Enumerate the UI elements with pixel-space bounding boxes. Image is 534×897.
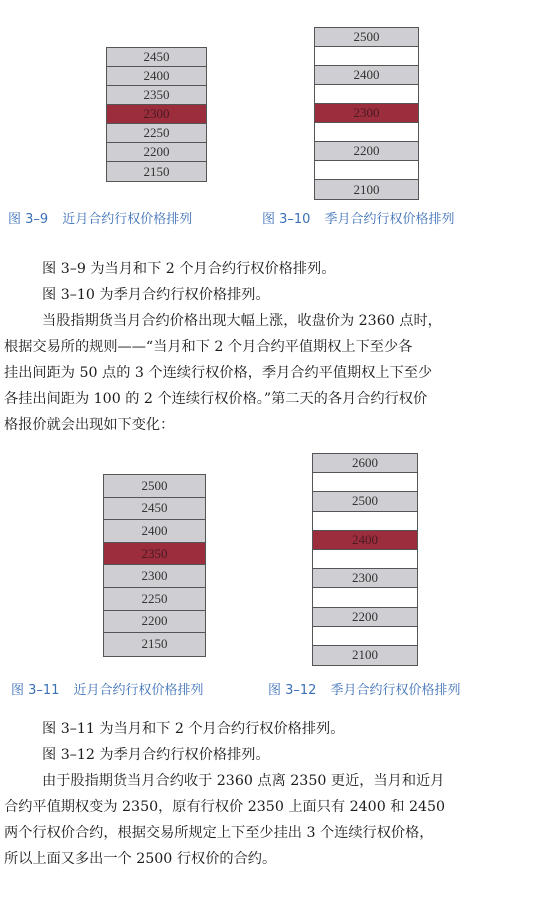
caption-text: 季月合约行权价格排列: [324, 212, 455, 227]
paragraph-line: 格报价就会出现如下变化：: [4, 417, 175, 433]
caption-number: 图 3–10: [262, 212, 311, 227]
strike-ladder-fig-3-12: [312, 453, 418, 666]
strike-ladder-fig-3-9: [106, 47, 207, 182]
empty-strike-cell: [315, 161, 418, 180]
strike-cell-2500: 2500: [104, 475, 205, 498]
strike-cell-2100: 2100: [313, 646, 417, 665]
strike-cell-2250: 2250: [107, 124, 206, 143]
empty-strike-cell: [315, 85, 418, 104]
caption-text: 季月合约行权价格排列: [330, 683, 461, 698]
paragraph-line: 由于股指期货当月合约收于 2360 点离 2350 更近，当月和近月: [42, 773, 445, 789]
strike-cell-2500: 2500: [315, 28, 418, 47]
empty-strike-cell: [313, 550, 417, 569]
strike-cell-2200: 2200: [107, 143, 206, 162]
strike-cell-2150: 2150: [104, 633, 205, 656]
strike-cell-2400: 2400: [107, 67, 206, 86]
strike-cell-2100: 2100: [315, 180, 418, 199]
paragraph-line: 所以上面又多出一个 2500 行权价的合约。: [4, 851, 277, 867]
paragraph-line: 两个行权价合约，根据交易所规定上下至少挂出 3 个连续行权价格，: [4, 825, 434, 841]
paragraph-line: 图 3–11 为当月和下 2 个月合约行权价格排列。: [42, 721, 345, 737]
strike-cell-2300: 2300: [313, 569, 417, 588]
paragraph-line: 当股指期货当月合约价格出现大幅上涨，收盘价为 2360 点时，: [42, 313, 442, 329]
strike-cell-2400: 2400: [313, 531, 417, 550]
empty-strike-cell: [315, 123, 418, 142]
empty-strike-cell: [315, 47, 418, 66]
caption-fig-3-11: [11, 679, 203, 698]
strike-cell-2400: 2400: [104, 520, 205, 543]
paragraph-line: 合约平值期权变为 2350，原有行权价 2350 上面只有 2400 和 2450: [4, 799, 446, 815]
caption-fig-3-10: [262, 208, 454, 227]
strike-cell-2200: 2200: [104, 611, 205, 634]
paragraph-line: 根据交易所的规则——“当月和下 2 个月合约平值期权上下至少各: [4, 339, 413, 355]
strike-cell-2200: 2200: [315, 142, 418, 161]
caption-number: 图 3–11: [11, 683, 60, 698]
paragraph-line: 图 3–9 为当月和下 2 个月合约行权价格排列。: [42, 261, 336, 277]
empty-strike-cell: [313, 588, 417, 607]
paragraph-line: 图 3–12 为季月合约行权价格排列。: [42, 747, 270, 763]
paragraph-line: 各挂出间距为 100 的 2 个连续行权价格。”第二天的各月合约行权价: [4, 391, 428, 407]
strike-ladder-fig-3-11: [103, 474, 206, 657]
paragraph-line: 挂出间距为 50 点的 3 个连续行权价格，季月合约平值期权上下至少: [4, 365, 433, 381]
empty-strike-cell: [313, 512, 417, 531]
empty-strike-cell: [313, 627, 417, 646]
caption-fig-3-9: [8, 208, 192, 227]
caption-text: 近月合约行权价格排列: [62, 212, 193, 227]
strike-ladder-fig-3-10: [314, 27, 419, 200]
strike-cell-2350: 2350: [104, 543, 205, 566]
empty-strike-cell: [313, 473, 417, 492]
paragraph-line: 图 3–10 为季月合约行权价格排列。: [42, 287, 270, 303]
strike-cell-2300: 2300: [104, 565, 205, 588]
caption-fig-3-12: [268, 679, 460, 698]
caption-number: 图 3–12: [268, 683, 317, 698]
strike-cell-2500: 2500: [313, 492, 417, 511]
strike-cell-2450: 2450: [104, 498, 205, 521]
strike-cell-2450: 2450: [107, 48, 206, 67]
strike-cell-2400: 2400: [315, 66, 418, 85]
body-text-block-2: [0, 716, 534, 872]
strike-cell-2600: 2600: [313, 454, 417, 473]
caption-text: 近月合约行权价格排列: [73, 683, 204, 698]
strike-cell-2300: 2300: [315, 104, 418, 123]
strike-cell-2300: 2300: [107, 105, 206, 124]
strike-cell-2250: 2250: [104, 588, 205, 611]
strike-cell-2350: 2350: [107, 86, 206, 105]
strike-cell-2150: 2150: [107, 162, 206, 181]
caption-number: 图 3–9: [8, 212, 49, 227]
strike-cell-2200: 2200: [313, 608, 417, 627]
body-text-block-1: [0, 256, 534, 438]
